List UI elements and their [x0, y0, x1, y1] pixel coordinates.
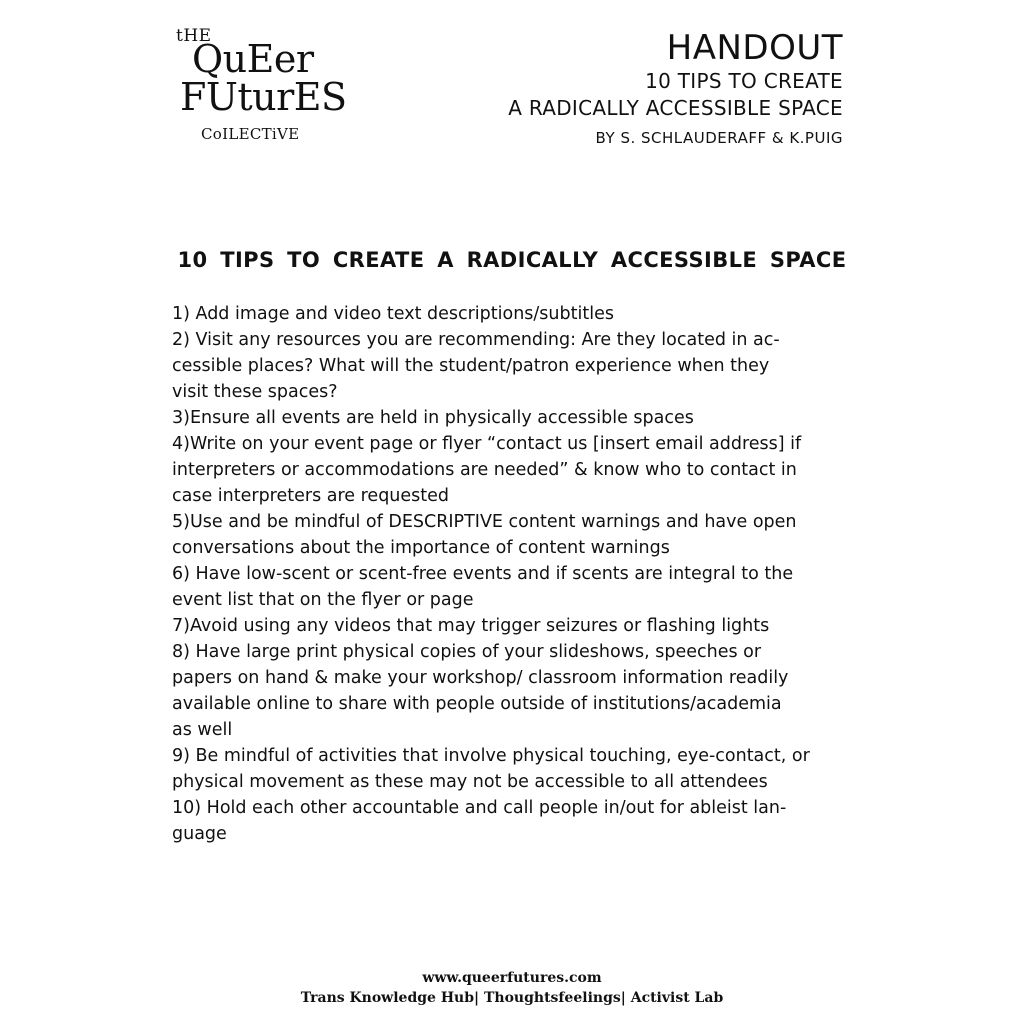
logo-line-queer: QuEer [192, 37, 314, 81]
tip-line: 9) Be mindful of activities that involve physical touching, eye-contact, or [172, 746, 810, 766]
tip-line: visit these spaces? [172, 382, 338, 402]
tip-line: 3)Ensure all events are held in physically accessible spaces [172, 408, 694, 428]
tip-line: physical movement as these may not be accessible to all attendees [172, 772, 768, 792]
footer-website: www.queerfutures.com [422, 970, 602, 986]
collective-logo [170, 26, 345, 151]
handout-subtitle-line-2: A RADICALLY ACCESSIBLE SPACE [508, 96, 843, 120]
handout-subtitle-line-1: 10 TIPS TO CREATE [645, 69, 843, 93]
tip-line: interpreters or accommodations are needed” & know who to contact in [172, 460, 797, 480]
tips-heading: 10 TIPS TO CREATE A RADICALLY ACCESSIBLE SPACE [177, 248, 847, 272]
handout-byline: BY S. SCHLAUDERAFF & K.PUIG [595, 129, 843, 147]
tip-line: event list that on the flyer or page [172, 590, 474, 610]
tip-line: 5)Use and be mindful of DESCRIPTIVE content warnings and have open [172, 512, 797, 532]
tip-line: cessible places? What will the student/patron experience when they [172, 356, 770, 376]
tip-line: 10) Hold each other accountable and call people in/out for ableist lan- [172, 798, 787, 818]
tip-line: 6) Have low-scent or scent-free events and if scents are integral to the [172, 564, 794, 584]
tip-line: 4)Write on your event page or flyer “contact us [insert email address] if [172, 434, 802, 454]
tip-line: 1) Add image and video text descriptions/subtitles [172, 304, 614, 324]
tip-line: case interpreters are requested [172, 486, 450, 506]
tip-line: available online to share with people outside of institutions/academia [172, 694, 782, 714]
footer [0, 968, 1024, 1008]
tip-line: 7)Avoid using any videos that may trigger seizures or flashing lights [172, 616, 770, 636]
handout-header [508, 28, 843, 148]
logo-line-collective: CoILECTiVE [201, 125, 300, 143]
logo-line-the: tHE [176, 26, 212, 46]
tip-line: as well [172, 720, 233, 740]
tip-line: 2) Visit any resources you are recommending: Are they located in ac- [172, 330, 780, 350]
tip-line: 8) Have large print physical copies of your slideshows, speeches or [172, 642, 762, 662]
footer-links: Trans Knowledge Hub| Thoughtsfeelings| Activist Lab [300, 990, 724, 1006]
logo-line-futures: FUturES [180, 75, 347, 119]
tip-line: conversations about the importance of content warnings [172, 538, 670, 558]
handout-title: HANDOUT [666, 28, 843, 68]
tip-line: guage [172, 824, 227, 844]
tips-list [172, 301, 852, 847]
tip-line: papers on hand & make your workshop/ classroom information readily [172, 668, 789, 688]
